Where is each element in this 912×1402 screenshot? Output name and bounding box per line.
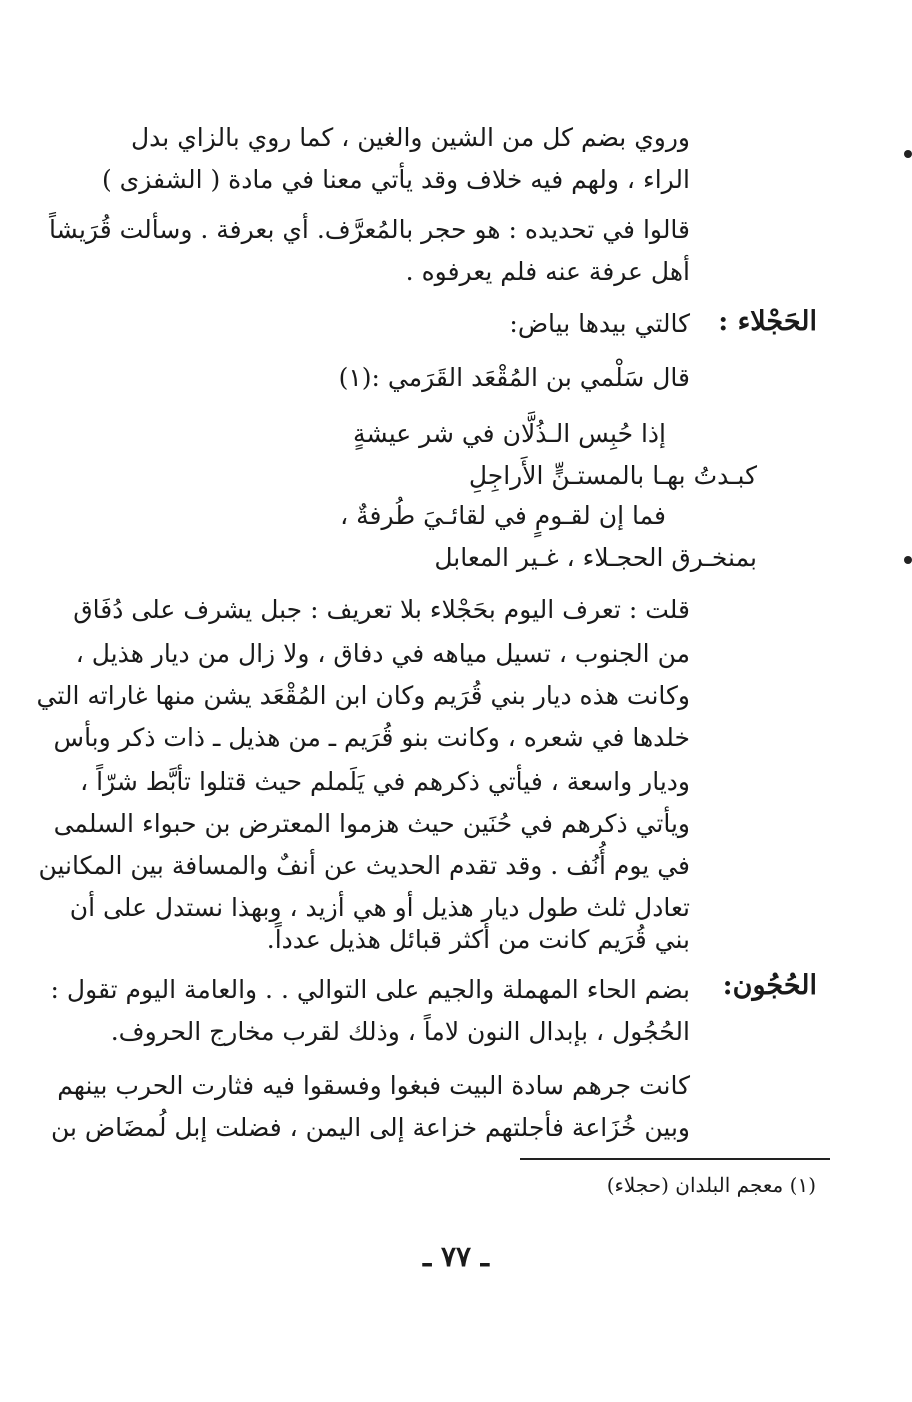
poem-verse: إذا حُبِس الـذُلَّان في شر عيشةٍ (353, 419, 666, 448)
body-line: من الجنوب ، تسيل مياهه في دفاق ، ولا زال من ديار هذيل ، (75, 639, 690, 668)
quote-intro: قال سَلْمي بن المُقْعَد القَرَمي :(١) (338, 363, 690, 392)
poem-verse: كبـدتُ بهـا بالمستـنٍّ الأَراجِلِ (468, 461, 757, 490)
body-line: الراء ، ولهم فيه خلاف وقد يأتي معنا في مادة ( الشفزى ) (101, 165, 690, 194)
entry-term: الحَجْلاء : (718, 306, 817, 337)
body-line: في يوم أُنُف . وقد تقدم الحديث عن أنفٌ والمسافة بين المكانين (38, 851, 690, 880)
body-line: تعادل ثلث طول ديار هذيل أو هي أزيد ، وبهذا نستدل على أن (69, 893, 690, 922)
entry-definition: الحُجُول ، بإبدال النون لاماً ، وذلك لقرب مخارج الحروف. (110, 1017, 690, 1046)
footnote: (١) معجم البلدان (حجلاء) (606, 1173, 816, 1197)
body-line: خلدها في شعره ، وكانت بنو قُرَيم ـ من هذيل ـ ذات ذكر وبأس (53, 723, 690, 752)
body-line: قالوا في تحديده : هو حجر بالمُعرَّف. أي بعرفة . وسألت قُرَيشاً (49, 215, 690, 244)
poem-verse: فما إن لقـومٍ في لقائـيَ طُرفةٌ ، (340, 501, 666, 530)
body-line: كانت جرهم سادة البيت فبغوا وفسقوا فيه فثارت الحرب بينهم (57, 1071, 690, 1100)
poem-verse: بمنخـرق الحجـلاء ، غـير المعابل (434, 543, 757, 572)
page-number: ـ ٧٧ ـ (423, 1240, 489, 1273)
body-line: بني قُرَيم كانت من أكثر قبائل هذيل عدداً. (266, 925, 690, 954)
scan-mark (904, 150, 912, 158)
body-line: وكانت هذه ديار بني قُرَيم وكان ابن المُقْعَد يشن منها غاراته التي (36, 681, 690, 710)
footnote-rule (520, 1158, 830, 1160)
body-line: ويأتي ذكرهم في حُنَين حيث هزموا المعترض بن حبواء السلمى (53, 809, 690, 838)
body-line: أهل عرفة عنه فلم يعرفوه . (405, 257, 690, 286)
body-line: وديار واسعة ، فيأتي ذكرهم في يَلَملم حيث قتلوا تأبَّط شرّاً ، (80, 767, 690, 796)
body-line: قلت : تعرف اليوم بحَجْلاء بلا تعريف : جبل يشرف على دُفَاق (73, 595, 690, 624)
entry-term: الحُجُون: (722, 970, 817, 1001)
body-line: وبين خُزَاعة فأجلتهم خزاعة إلى اليمن ، فضلت إبل لُمضَاض بن (50, 1113, 690, 1142)
entry-definition: كالتي بيدها بياض: (509, 309, 690, 338)
scan-mark (904, 556, 912, 564)
body-line: وروي بضم كل من الشين والغين ، كما روي بالزاي بدل (131, 123, 690, 152)
entry-definition: بضم الحاء المهملة والجيم على التوالي . . والعامة اليوم تقول : (50, 975, 690, 1004)
